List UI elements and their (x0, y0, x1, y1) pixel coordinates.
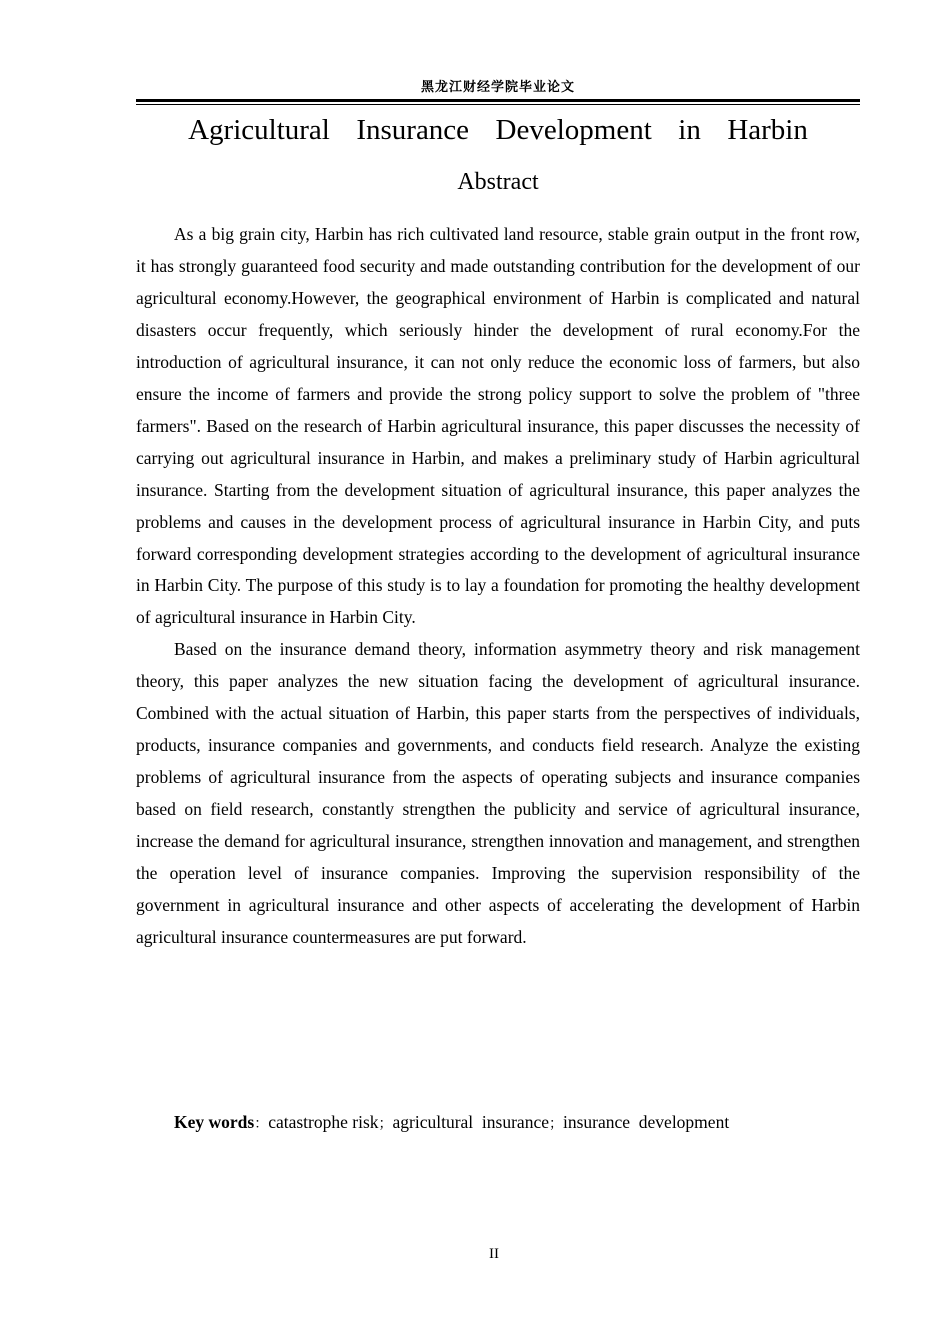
keyword-term-1: catastrophe risk (268, 1112, 379, 1132)
abstract-paragraph-2: Based on the insurance demand theory, information asymmetry theory and risk management theory, this paper analyzes the new situation facing the development of agricultural insurance. Combined with the actual situation of Harbin, this paper starts from the perspectives of individuals, products, insurance companies and governments, and conducts field research. Analyze the existing problems of agricultural insurance from the aspects of operating subjects and insurance companies based on field research, constantly strengthen the publicity and service of agricultural insurance, increase the demand for agricultural insurance, strengthen innovation and management, and strengthen the operation level of insurance companies. Improving the supervision responsibility of the government in agricultural insurance and other aspects of accelerating the development of Harbin agricultural insurance countermeasures are put forward. (136, 639, 860, 947)
keywords-line (174, 1107, 860, 1139)
abstract-heading: Abstract (457, 169, 539, 195)
header-rule-thin (136, 104, 860, 105)
keyword-term-3: insurance development (562, 1112, 730, 1132)
abstract-paragraph-1: As a big grain city, Harbin has rich cultivated land resource, stable grain output in the front row, it has strongly guaranteed food security and made outstanding contribution for the development of our agricultural economy.However, the geographical environment of Harbin is complicated and natural disasters occur frequently, which seriously hinder the development of rural economy.For the introduction of agricultural insurance, it can not only reduce the economic loss of farmers, but also ensure the income of farmers and provide the strong policy support to solve the problem of "three farmers". Based on the research of Harbin agricultural insurance, this paper discusses the necessity of carrying out agricultural insurance in Harbin, and makes a preliminary study of Harbin agricultural insurance. Starting from the development situation of agricultural insurance, this paper analyzes the problems and causes in the development process of agricultural insurance in Harbin City, and puts forward corresponding development strategies according to the development of agricultural insurance in Harbin City. The purpose of this study is to lay a foundation for promoting the healthy development of agricultural insurance in Harbin City. (136, 224, 860, 628)
page-number: II (489, 1246, 499, 1262)
keyword-separator-1: ； (378, 1116, 393, 1132)
keywords-label: Key words (174, 1112, 255, 1132)
keyword-term-2: agricultural insurance (392, 1112, 549, 1132)
document-title: Agricultural Insurance Development in Harbin (188, 114, 808, 146)
keyword-separator-2: ； (548, 1116, 563, 1132)
running-header: 黑龙江财经学院毕业论文 (420, 80, 575, 95)
header-rule-thick (136, 99, 860, 102)
keywords-colon: ： (254, 1116, 269, 1132)
abstract-body (136, 219, 860, 954)
